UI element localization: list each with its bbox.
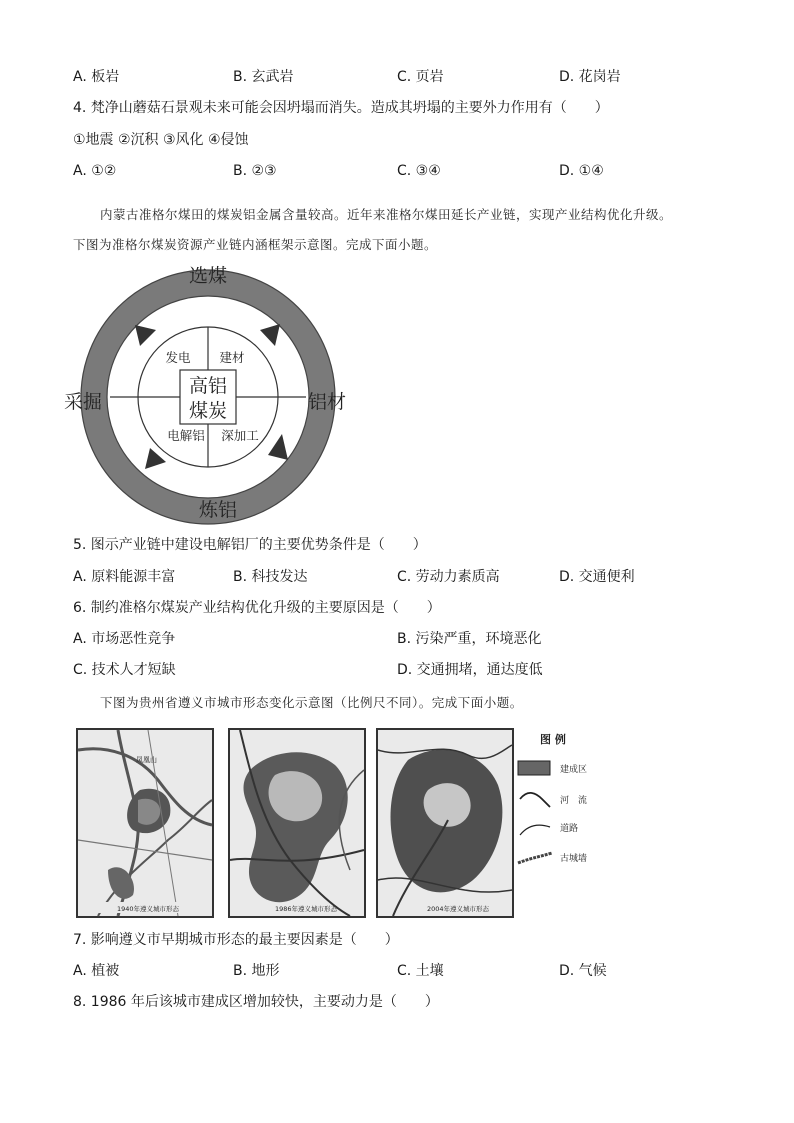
q4-option-d: D. ①④: [559, 163, 604, 179]
outer-label-right: 铝材: [308, 391, 347, 413]
intro1-line2: 下图为准格尔煤炭资源产业链内涵框架示意图。完成下面小题。: [73, 237, 438, 252]
q7-option-c: C. 土壤: [397, 963, 444, 979]
intro1-line1: 内蒙古准格尔煤田的煤炭铝金属含量较高。近年来准格尔煤田延长产业链，实现产业结构优化升级。: [100, 207, 673, 222]
q5-stem: 5. 图示产业链中建设电解铝厂的主要优势条件是（ ）: [73, 537, 427, 553]
center-label-line1: 高铝: [188, 375, 228, 397]
legend-item-builtup: 建成区: [560, 765, 588, 775]
map3-caption: 2004年遵义城市形态: [426, 905, 490, 913]
map-1940: [76, 728, 214, 918]
legend-river-icon: [520, 793, 550, 807]
q7-option-d: D. 气候: [559, 963, 607, 979]
legend-city-wall-icon: [518, 853, 552, 863]
intro2: 下图为贵州省遵义市城市形态变化示意图（比例尺不同）。完成下面小题。: [100, 695, 523, 710]
q4-option-b: B. ②③: [233, 163, 277, 179]
q4-option-a: A. ①②: [73, 163, 117, 179]
q3-option-a: A. 板岩: [73, 69, 120, 85]
q5-option-d: D. 交通便利: [559, 569, 635, 585]
outer-label-top: 选煤: [188, 265, 228, 287]
q3-option-b: B. 玄武岩: [233, 69, 294, 85]
q6-stem: 6. 制约准格尔煤炭产业结构优化升级的主要原因是（ ）: [73, 600, 441, 616]
legend-item-river: 河 流: [560, 796, 588, 806]
industry-chain-diagram: [64, 260, 360, 521]
map-legend: [514, 727, 614, 887]
legend-item-city-wall: 古城墙: [560, 854, 588, 864]
q4-option-c: C. ③④: [397, 163, 441, 179]
outer-label-bottom: 炼铝: [198, 499, 238, 521]
q5-option-a: A. 原料能源丰富: [73, 569, 176, 585]
legend-title: 图 例: [540, 733, 566, 746]
q7-option-b: B. 地形: [233, 963, 280, 979]
quadrant-label-tl: 发电: [165, 350, 191, 365]
center-label-line2: 煤炭: [188, 400, 228, 422]
arrow-bottom-right-icon: [268, 434, 288, 460]
legend-item-road: 道路: [560, 824, 579, 834]
map-1940-graphic: [78, 730, 212, 916]
map-2004: [376, 728, 514, 918]
map1-caption: 1940年遵义城市形态: [116, 905, 180, 913]
quadrant-label-bl: 电解铝: [167, 428, 205, 443]
q3-option-c: C. 页岩: [397, 69, 444, 85]
q3-option-d: D. 花岗岩: [559, 69, 621, 85]
q4-items: ①地震 ②沉积 ③风化 ④侵蚀: [73, 132, 249, 148]
q6-option-c: C. 技术人才短缺: [73, 662, 176, 678]
legend-builtup-swatch: [518, 761, 550, 775]
arrow-top-right-icon: [260, 324, 280, 346]
q4-stem: 4. 梵净山蘑菇石景观未来可能会因坍塌而消失。造成其坍塌的主要外力作用有（ ）: [73, 100, 609, 116]
q6-option-b: B. 污染严重，环境恶化: [397, 631, 542, 647]
q5-option-b: B. 科技发达: [233, 569, 308, 585]
q7-stem: 7. 影响遵义市早期城市形态的最主要因素是（ ）: [73, 932, 399, 948]
quadrant-label-tr: 建材: [219, 350, 245, 365]
map-1986-graphic: [230, 730, 364, 916]
map-1986: [228, 728, 366, 918]
legend-road-icon: [520, 825, 550, 835]
legend-graphic: [514, 727, 614, 887]
quadrant-label-br: 深加工: [221, 428, 259, 443]
map2-caption: 1986年遵义城市形态: [274, 905, 338, 913]
arrow-top-left-icon: [135, 325, 156, 346]
q6-option-d: D. 交通拥堵，通达度低: [397, 662, 543, 678]
q5-option-c: C. 劳动力素质高: [397, 569, 500, 585]
outer-label-left: 采掘: [64, 391, 103, 413]
q6-option-a: A. 市场恶性竞争: [73, 631, 176, 647]
q8-stem: 8. 1986 年后该城市建成区增加较快，主要动力是（ ）: [73, 994, 439, 1010]
map-2004-graphic: [378, 730, 512, 916]
map1-place-label: 凤凰山: [136, 756, 157, 764]
q7-option-a: A. 植被: [73, 963, 120, 979]
